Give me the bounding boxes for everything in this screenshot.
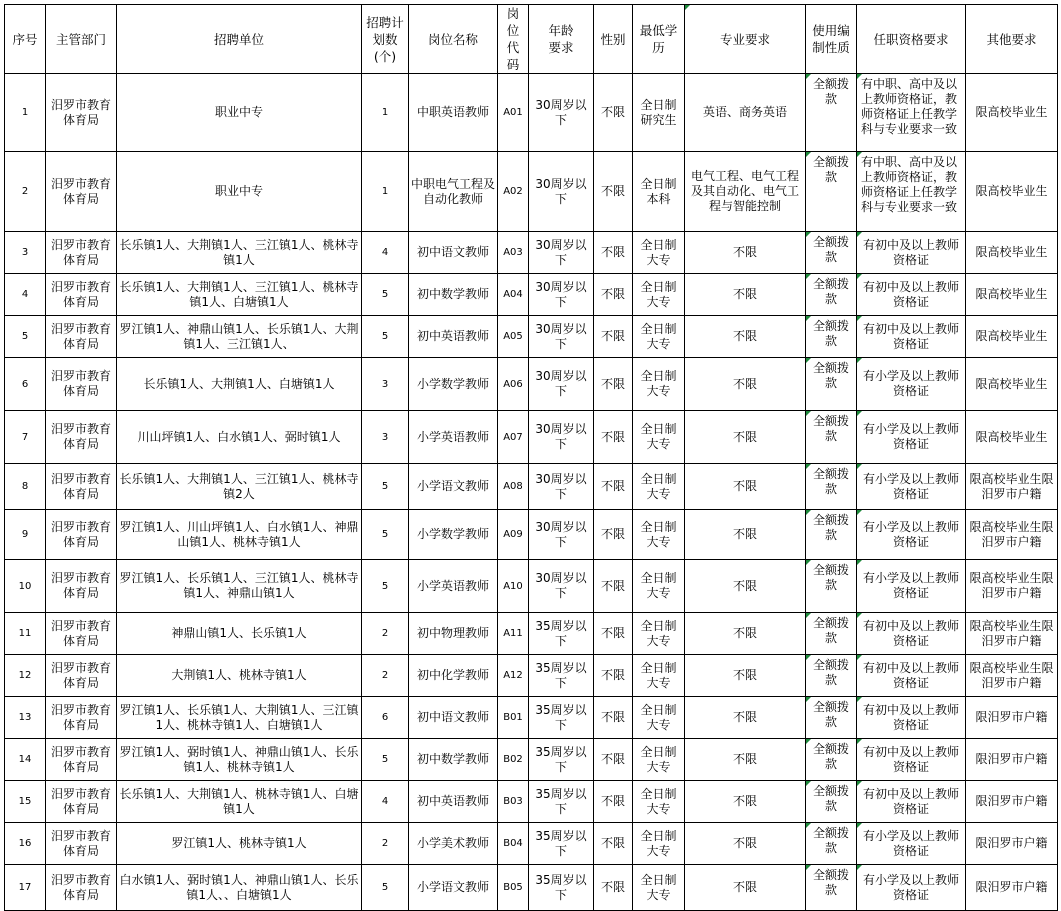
- cell-unit: 长乐镇1人、大荆镇1人、桃林寺镇1人、白塘镇1人: [117, 781, 362, 823]
- table-row: [5, 560, 1058, 613]
- cell-gender: 不限: [594, 823, 633, 865]
- cell-post: 初中数学教师: [409, 274, 498, 316]
- cell-dept: 汨罗市教育体育局: [46, 232, 117, 274]
- cell-seq: 9: [5, 510, 46, 560]
- cell-dept: 汨罗市教育体育局: [46, 411, 117, 464]
- cell-edu: 全日制大专: [633, 560, 685, 613]
- cell-dept: 汨罗市教育体育局: [46, 510, 117, 560]
- cell-plan: 1: [362, 152, 409, 232]
- cell-code: B03: [498, 781, 529, 823]
- table-row: [5, 316, 1058, 358]
- cell-major: 英语、商务英语: [685, 74, 806, 152]
- header-qual: 任职资格要求: [857, 5, 966, 74]
- cell-post: 初中化学教师: [409, 655, 498, 697]
- cell-post: 初中语文教师: [409, 697, 498, 739]
- cell-plan: 4: [362, 781, 409, 823]
- cell-qual: 有初中及以上教师资格证: [857, 232, 966, 274]
- cell-code: A07: [498, 411, 529, 464]
- cell-seq: 14: [5, 739, 46, 781]
- cell-qual: 有小学及以上教师资格证: [857, 464, 966, 510]
- cell-plan: 6: [362, 697, 409, 739]
- cell-code: A08: [498, 464, 529, 510]
- table-row: [5, 613, 1058, 655]
- cell-edu: 全日制大专: [633, 655, 685, 697]
- cell-plan: 5: [362, 464, 409, 510]
- header-staff-line: 制性质: [812, 40, 850, 55]
- cell-unit: 罗江镇1人、川山坪镇1人、白水镇1人、神鼎山镇1人、桃林寺镇1人: [117, 510, 362, 560]
- cell-major: 不限: [685, 274, 806, 316]
- cell-major: 不限: [685, 411, 806, 464]
- cell-seq: 7: [5, 411, 46, 464]
- cell-post: 小学数学教师: [409, 510, 498, 560]
- cell-seq: 10: [5, 560, 46, 613]
- cell-age: 35周岁以下: [529, 613, 594, 655]
- cell-seq: 15: [5, 781, 46, 823]
- cell-edu: 全日制大专: [633, 411, 685, 464]
- table-row: [5, 510, 1058, 560]
- cell-edu: 全日制大专: [633, 510, 685, 560]
- cell-code: A01: [498, 74, 529, 152]
- cell-gender: 不限: [594, 613, 633, 655]
- cell-seq: 17: [5, 865, 46, 911]
- cell-edu: 全日制大专: [633, 358, 685, 411]
- cell-age: 35周岁以下: [529, 865, 594, 911]
- cell-staff: 全额拨款: [806, 697, 857, 739]
- cell-staff: 全额拨款: [806, 865, 857, 911]
- header-post: 岗位名称: [409, 5, 498, 74]
- cell-staff: 全额拨款: [806, 560, 857, 613]
- cell-qual: 有初中及以上教师资格证: [857, 655, 966, 697]
- cell-edu: 全日制大专: [633, 464, 685, 510]
- cell-dept: 汨罗市教育体育局: [46, 655, 117, 697]
- cell-plan: 5: [362, 739, 409, 781]
- header-age: [529, 5, 594, 74]
- cell-gender: 不限: [594, 781, 633, 823]
- cell-code: A11: [498, 613, 529, 655]
- cell-major: 不限: [685, 560, 806, 613]
- cell-gender: 不限: [594, 510, 633, 560]
- table-row: [5, 274, 1058, 316]
- header-row: [5, 5, 1058, 74]
- table-row: [5, 358, 1058, 411]
- cell-staff: 全额拨款: [806, 823, 857, 865]
- cell-unit: 罗江镇1人、长乐镇1人、三江镇1人、桃林寺镇1人、神鼎山镇1人: [117, 560, 362, 613]
- cell-age: 35周岁以下: [529, 739, 594, 781]
- header-code-line: 代: [506, 40, 520, 55]
- cell-unit: 白水镇1人、弼时镇1人、神鼎山镇1人、长乐镇1人、、白塘镇1人: [117, 865, 362, 911]
- cell-seq: 12: [5, 655, 46, 697]
- cell-gender: 不限: [594, 655, 633, 697]
- cell-major: 不限: [685, 510, 806, 560]
- cell-dept: 汨罗市教育体育局: [46, 697, 117, 739]
- cell-age: 30周岁以下: [529, 411, 594, 464]
- cell-major: 不限: [685, 316, 806, 358]
- cell-qual: 有小学及以上教师资格证: [857, 560, 966, 613]
- header-age-line: 要求: [548, 40, 574, 55]
- cell-staff: 全额拨款: [806, 358, 857, 411]
- cell-other: 限高校毕业生: [966, 274, 1058, 316]
- cell-edu: 全日制大专: [633, 316, 685, 358]
- cell-staff: 全额拨款: [806, 232, 857, 274]
- recruitment-table-wrapper: [4, 4, 1058, 911]
- cell-seq: 13: [5, 697, 46, 739]
- cell-code: A12: [498, 655, 529, 697]
- cell-post: 小学数学教师: [409, 358, 498, 411]
- cell-plan: 5: [362, 560, 409, 613]
- cell-seq: 5: [5, 316, 46, 358]
- cell-gender: 不限: [594, 739, 633, 781]
- cell-other: 限高校毕业生限汨罗市户籍: [966, 613, 1058, 655]
- cell-post: 初中物理教师: [409, 613, 498, 655]
- cell-dept: 汨罗市教育体育局: [46, 739, 117, 781]
- table-row: [5, 655, 1058, 697]
- cell-plan: 1: [362, 74, 409, 152]
- table-row: [5, 74, 1058, 152]
- cell-post: 小学语文教师: [409, 865, 498, 911]
- cell-qual: 有小学及以上教师资格证: [857, 510, 966, 560]
- cell-dept: 汨罗市教育体育局: [46, 358, 117, 411]
- cell-other: 限高校毕业生: [966, 358, 1058, 411]
- cell-seq: 1: [5, 74, 46, 152]
- cell-edu: 全日制大专: [633, 232, 685, 274]
- cell-gender: 不限: [594, 232, 633, 274]
- cell-age: 35周岁以下: [529, 823, 594, 865]
- table-row: [5, 865, 1058, 911]
- cell-plan: 4: [362, 232, 409, 274]
- table-row: [5, 697, 1058, 739]
- header-major: 专业要求: [685, 5, 806, 74]
- cell-edu: 全日制大专: [633, 613, 685, 655]
- cell-code: A04: [498, 274, 529, 316]
- cell-gender: 不限: [594, 697, 633, 739]
- cell-gender: 不限: [594, 464, 633, 510]
- cell-seq: 3: [5, 232, 46, 274]
- cell-gender: 不限: [594, 152, 633, 232]
- cell-post: 中职英语教师: [409, 74, 498, 152]
- cell-other: 限汨罗市户籍: [966, 865, 1058, 911]
- cell-other: 限高校毕业生限汨罗市户籍: [966, 510, 1058, 560]
- cell-dept: 汨罗市教育体育局: [46, 316, 117, 358]
- cell-qual: 有小学及以上教师资格证: [857, 823, 966, 865]
- cell-post: 小学英语教师: [409, 411, 498, 464]
- cell-seq: 4: [5, 274, 46, 316]
- header-code-line: 位: [506, 23, 520, 38]
- cell-unit: 长乐镇1人、大荆镇1人、三江镇1人、桃林寺镇2人: [117, 464, 362, 510]
- cell-unit: 长乐镇1人、大荆镇1人、三江镇1人、桃林寺镇1人: [117, 232, 362, 274]
- cell-major: 不限: [685, 358, 806, 411]
- cell-age: 35周岁以下: [529, 655, 594, 697]
- cell-age: 30周岁以下: [529, 232, 594, 274]
- cell-unit: 大荆镇1人、桃林寺镇1人: [117, 655, 362, 697]
- cell-gender: 不限: [594, 865, 633, 911]
- cell-code: B04: [498, 823, 529, 865]
- cell-age: 30周岁以下: [529, 510, 594, 560]
- cell-other: 限高校毕业生: [966, 232, 1058, 274]
- cell-unit: 罗江镇1人、弼时镇1人、神鼎山镇1人、长乐镇1人、桃林寺镇1人: [117, 739, 362, 781]
- cell-age: 30周岁以下: [529, 274, 594, 316]
- cell-gender: 不限: [594, 358, 633, 411]
- header-staff-line: 使用编: [812, 23, 850, 38]
- cell-plan: 5: [362, 510, 409, 560]
- cell-other: 限高校毕业生限汨罗市户籍: [966, 655, 1058, 697]
- cell-dept: 汨罗市教育体育局: [46, 74, 117, 152]
- cell-dept: 汨罗市教育体育局: [46, 823, 117, 865]
- cell-qual: 有小学及以上教师资格证: [857, 865, 966, 911]
- cell-dept: 汨罗市教育体育局: [46, 152, 117, 232]
- cell-edu: 全日制本科: [633, 152, 685, 232]
- cell-edu: 全日制大专: [633, 274, 685, 316]
- table-row: [5, 464, 1058, 510]
- header-plan-line: 划数: [372, 31, 398, 47]
- cell-unit: 罗江镇1人、神鼎山镇1人、长乐镇1人、大荆镇1人、三江镇1人、: [117, 316, 362, 358]
- cell-age: 30周岁以下: [529, 74, 594, 152]
- cell-unit: 长乐镇1人、大荆镇1人、三江镇1人、桃林寺镇1人、白塘镇1人: [117, 274, 362, 316]
- header-plan-line: (个): [373, 48, 397, 64]
- header-edu: [633, 5, 685, 74]
- cell-age: 30周岁以下: [529, 464, 594, 510]
- table-row: [5, 152, 1058, 232]
- cell-other: 限汨罗市户籍: [966, 739, 1058, 781]
- cell-staff: 全额拨款: [806, 739, 857, 781]
- cell-staff: 全额拨款: [806, 316, 857, 358]
- cell-edu: 全日制大专: [633, 739, 685, 781]
- cell-plan: 5: [362, 316, 409, 358]
- cell-other: 限高校毕业生: [966, 316, 1058, 358]
- cell-staff: 全额拨款: [806, 781, 857, 823]
- cell-dept: 汨罗市教育体育局: [46, 464, 117, 510]
- cell-seq: 16: [5, 823, 46, 865]
- header-age-line: 年龄: [548, 23, 574, 38]
- cell-post: 小学美术教师: [409, 823, 498, 865]
- cell-gender: 不限: [594, 274, 633, 316]
- cell-unit: 长乐镇1人、大荆镇1人、白塘镇1人: [117, 358, 362, 411]
- cell-code: B05: [498, 865, 529, 911]
- header-code-line: 岗: [506, 6, 520, 21]
- table-row: [5, 739, 1058, 781]
- cell-staff: 全额拨款: [806, 510, 857, 560]
- cell-code: B02: [498, 739, 529, 781]
- cell-other: 限汨罗市户籍: [966, 697, 1058, 739]
- cell-age: 35周岁以下: [529, 781, 594, 823]
- cell-code: A03: [498, 232, 529, 274]
- cell-major: 不限: [685, 232, 806, 274]
- header-code-line: 码: [506, 57, 520, 72]
- cell-edu: 全日制大专: [633, 697, 685, 739]
- cell-unit: 罗江镇1人、长乐镇1人、大荆镇1人、三江镇1人、桃林寺镇1人、白塘镇1人: [117, 697, 362, 739]
- cell-other: 限高校毕业生限汨罗市户籍: [966, 560, 1058, 613]
- cell-qual: 有初中及以上教师资格证: [857, 316, 966, 358]
- cell-code: A02: [498, 152, 529, 232]
- header-seq: 序号: [5, 5, 46, 74]
- cell-post: 小学英语教师: [409, 560, 498, 613]
- cell-dept: 汨罗市教育体育局: [46, 781, 117, 823]
- cell-code: A10: [498, 560, 529, 613]
- header-code: [498, 5, 529, 74]
- header-gender: 性别: [594, 5, 633, 74]
- cell-staff: 全额拨款: [806, 274, 857, 316]
- cell-post: 小学语文教师: [409, 464, 498, 510]
- cell-dept: 汨罗市教育体育局: [46, 865, 117, 911]
- cell-major: 不限: [685, 613, 806, 655]
- cell-edu: 全日制大专: [633, 781, 685, 823]
- cell-major: 不限: [685, 655, 806, 697]
- header-edu-line: 历: [652, 40, 665, 55]
- cell-other: 限汨罗市户籍: [966, 823, 1058, 865]
- table-row: [5, 232, 1058, 274]
- cell-gender: 不限: [594, 411, 633, 464]
- cell-seq: 6: [5, 358, 46, 411]
- cell-major: 不限: [685, 781, 806, 823]
- cell-edu: 全日制大专: [633, 865, 685, 911]
- cell-gender: 不限: [594, 316, 633, 358]
- cell-qual: 有中职、高中及以上教师资格证，教师资格证上任教学科与专业要求一致: [857, 152, 966, 232]
- cell-age: 30周岁以下: [529, 152, 594, 232]
- cell-qual: 有初中及以上教师资格证: [857, 274, 966, 316]
- table-row: [5, 781, 1058, 823]
- cell-staff: 全额拨款: [806, 152, 857, 232]
- cell-other: 限高校毕业生: [966, 411, 1058, 464]
- cell-qual: 有初中及以上教师资格证: [857, 697, 966, 739]
- cell-dept: 汨罗市教育体育局: [46, 560, 117, 613]
- cell-plan: 3: [362, 411, 409, 464]
- cell-unit: 职业中专: [117, 74, 362, 152]
- cell-seq: 2: [5, 152, 46, 232]
- cell-plan: 2: [362, 823, 409, 865]
- cell-staff: 全额拨款: [806, 411, 857, 464]
- recruitment-table: [4, 4, 1058, 911]
- cell-seq: 8: [5, 464, 46, 510]
- cell-major: 电气工程、电气工程及其自动化、电气工程与智能控制: [685, 152, 806, 232]
- header-plan-line: 招聘计: [366, 14, 404, 30]
- cell-dept: 汨罗市教育体育局: [46, 613, 117, 655]
- cell-major: 不限: [685, 464, 806, 510]
- cell-age: 30周岁以下: [529, 560, 594, 613]
- cell-code: A06: [498, 358, 529, 411]
- cell-major: 不限: [685, 865, 806, 911]
- header-other: 其他要求: [966, 5, 1058, 74]
- cell-unit: 罗江镇1人、桃林寺镇1人: [117, 823, 362, 865]
- cell-other: 限高校毕业生: [966, 152, 1058, 232]
- cell-major: 不限: [685, 739, 806, 781]
- cell-age: 30周岁以下: [529, 316, 594, 358]
- cell-qual: 有初中及以上教师资格证: [857, 781, 966, 823]
- cell-edu: 全日制大专: [633, 823, 685, 865]
- cell-qual: 有中职、高中及以上教师资格证，教师资格证上任教学科与专业要求一致: [857, 74, 966, 152]
- header-edu-line: 最低学: [639, 23, 678, 38]
- cell-gender: 不限: [594, 74, 633, 152]
- cell-age: 30周岁以下: [529, 358, 594, 411]
- cell-other: 限汨罗市户籍: [966, 781, 1058, 823]
- cell-code: A05: [498, 316, 529, 358]
- cell-qual: 有小学及以上教师资格证: [857, 358, 966, 411]
- header-unit: 招聘单位: [117, 5, 362, 74]
- cell-qual: 有小学及以上教师资格证: [857, 411, 966, 464]
- cell-seq: 11: [5, 613, 46, 655]
- cell-major: 不限: [685, 697, 806, 739]
- cell-plan: 2: [362, 655, 409, 697]
- cell-gender: 不限: [594, 560, 633, 613]
- table-row: [5, 411, 1058, 464]
- cell-code: B01: [498, 697, 529, 739]
- cell-plan: 2: [362, 613, 409, 655]
- cell-post: 中职电气工程及自动化教师: [409, 152, 498, 232]
- cell-staff: 全额拨款: [806, 655, 857, 697]
- header-dept: 主管部门: [46, 5, 117, 74]
- cell-major: 不限: [685, 823, 806, 865]
- cell-staff: 全额拨款: [806, 613, 857, 655]
- cell-staff: 全额拨款: [806, 464, 857, 510]
- cell-post: 初中英语教师: [409, 781, 498, 823]
- cell-plan: 5: [362, 865, 409, 911]
- cell-code: A09: [498, 510, 529, 560]
- cell-dept: 汨罗市教育体育局: [46, 274, 117, 316]
- cell-post: 初中语文教师: [409, 232, 498, 274]
- cell-other: 限高校毕业生: [966, 74, 1058, 152]
- cell-unit: 神鼎山镇1人、长乐镇1人: [117, 613, 362, 655]
- cell-unit: 职业中专: [117, 152, 362, 232]
- cell-staff: 全额拨款: [806, 74, 857, 152]
- cell-other: 限高校毕业生限汨罗市户籍: [966, 464, 1058, 510]
- cell-qual: 有初中及以上教师资格证: [857, 739, 966, 781]
- header-staff: [806, 5, 857, 74]
- cell-age: 35周岁以下: [529, 697, 594, 739]
- header-plan: [362, 5, 409, 74]
- cell-unit: 川山坪镇1人、白水镇1人、弼时镇1人: [117, 411, 362, 464]
- cell-post: 初中英语教师: [409, 316, 498, 358]
- cell-post: 初中数学教师: [409, 739, 498, 781]
- table-row: [5, 823, 1058, 865]
- cell-qual: 有初中及以上教师资格证: [857, 613, 966, 655]
- cell-plan: 3: [362, 358, 409, 411]
- cell-plan: 5: [362, 274, 409, 316]
- cell-edu: 全日制研究生: [633, 74, 685, 152]
